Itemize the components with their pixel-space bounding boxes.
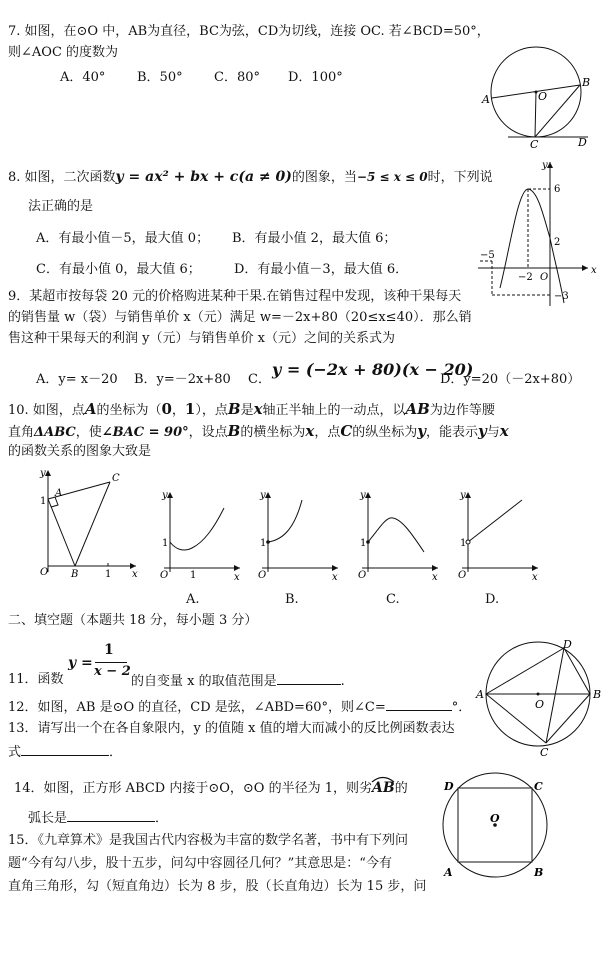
- q9-line3: 售这种干果每天的利润 y（元）与销售单价 x（元）之间的关系式为: [8, 331, 395, 346]
- q11-lhs: y =: [68, 655, 93, 671]
- q12-line: [8, 697, 471, 717]
- q11-text: [131, 671, 345, 691]
- q11-answer-blank[interactable]: [277, 671, 341, 685]
- q9-option-a: A．y= x－20: [36, 372, 118, 387]
- q7-label-b: B: [582, 76, 591, 89]
- q7-option-c: C．80°: [214, 70, 260, 85]
- q13-end: ．: [109, 745, 123, 760]
- q7-label-o: O: [538, 90, 548, 103]
- q10-comma: ，: [171, 403, 185, 418]
- q10-text-8: ，使: [75, 425, 102, 440]
- q10-line3: 的函数关系的图象大致是: [8, 444, 152, 459]
- q10-line2: [8, 422, 509, 442]
- q10-fig-y: y: [40, 468, 46, 479]
- q8-suffix: 时，下列说: [427, 170, 493, 185]
- q9-option-c-formula: y = (−2x + 80)(x − 20): [272, 360, 474, 379]
- q10-fig-b: B: [71, 569, 79, 580]
- q9-option-d: D．y=20（－2x+80）: [440, 372, 581, 387]
- q10-choice-a: A.: [186, 592, 200, 607]
- q8-line2: 法正确的是: [28, 199, 94, 214]
- q10-choice-b: B.: [285, 592, 299, 607]
- q8-origin-label: O: [540, 272, 549, 283]
- q10-c-y: y: [360, 490, 366, 501]
- q11-suffix: 的自变量 x 的取值范围是: [131, 674, 277, 689]
- q8-label-neg5: −5: [480, 250, 495, 261]
- q8-y-label: y: [542, 160, 548, 171]
- q12-label-a: A: [476, 688, 484, 701]
- q10-choice-d: D.: [485, 592, 500, 607]
- q12-answer-blank[interactable]: [386, 697, 452, 711]
- q10-a-one: 1: [162, 538, 169, 549]
- q10-text-1: 10. 如图，点: [8, 403, 85, 418]
- q14-label-a: A: [444, 866, 453, 879]
- q10-point-c: C: [340, 422, 353, 440]
- q10-c-x: x: [432, 572, 438, 583]
- q8-formula: y = ax² + bx + c(a ≠ 0): [115, 169, 292, 185]
- q10-text-2: 的坐标为（: [96, 403, 162, 418]
- q8-parabola-graph: [470, 158, 610, 308]
- q10-text-7: 直角: [8, 425, 35, 440]
- q10-point-a: A: [84, 400, 97, 418]
- q10-text-12: 的纵坐标为: [352, 425, 418, 440]
- q10-one: 1: [184, 400, 196, 418]
- q12-label-b: B: [593, 688, 602, 701]
- q8-x-label: x: [591, 265, 597, 276]
- q10-c-o: O: [358, 570, 367, 581]
- q12-end: °．: [451, 700, 472, 715]
- q10-d-one: 1: [460, 538, 467, 549]
- q10-text-3: ），点: [195, 403, 228, 418]
- q10-a-o: O: [160, 570, 169, 581]
- q14-label-o: O: [490, 812, 500, 825]
- q10-graph-d: [452, 490, 542, 583]
- q8-range: −5 ≤ x ≤ 0: [356, 170, 428, 184]
- q14-text-2: 弧长是: [28, 811, 68, 826]
- q8-label-neg2: −2: [518, 272, 533, 283]
- q14-text-b: 的: [394, 781, 408, 796]
- q14-arc-label: AB: [372, 780, 395, 796]
- q9-option-b: B．y=－2x+80: [134, 372, 231, 387]
- q14-end: ．: [155, 811, 169, 826]
- q11-denominator: x − 2: [94, 664, 131, 679]
- q10-fig-a: A: [55, 488, 63, 499]
- q7-option-a: A．40°: [60, 70, 106, 85]
- q12-label-c: C: [540, 746, 549, 759]
- q8-label-neg3: −3: [554, 291, 569, 302]
- q12-label-o: O: [535, 698, 545, 711]
- q7-label-d: D: [578, 136, 587, 149]
- q10-fig-origin: O: [40, 567, 49, 578]
- q8-option-d: D．有最小值－3，最大值 6．: [234, 262, 409, 277]
- q14-line1: [14, 779, 408, 798]
- q12-circle-figure: [474, 636, 608, 760]
- q10-text-4: 是: [240, 403, 254, 418]
- q10-fig-c: C: [112, 473, 120, 484]
- q11-end: .: [340, 674, 345, 689]
- q14-line2: [28, 808, 168, 828]
- q10-fig-one-x: 1: [105, 569, 112, 580]
- q10-point-b: B: [227, 400, 241, 418]
- q7-line1: 7. 如图，在⊙O 中，AB为直径，BC为弦，CD为切线，连接 OC. 若∠BCD=50°，: [8, 24, 490, 39]
- q10-var-x: x: [253, 400, 263, 418]
- q14-square-circle-figure: [440, 770, 552, 882]
- q10-a-x: x: [234, 572, 240, 583]
- q10-line1: [8, 400, 495, 420]
- q14-answer-blank[interactable]: [67, 808, 155, 822]
- q15-line3: 直角三角形，勾（短直角边）长为 8 步，股（长直角边）长为 15 步，问: [8, 879, 427, 894]
- q10-choice-c: C.: [386, 592, 400, 607]
- q10-var-y-2: y: [478, 422, 487, 440]
- q10-graph-c: [352, 490, 442, 583]
- q10-segment-ab: AB: [405, 400, 430, 418]
- q10-a-one-x: 1: [190, 570, 197, 581]
- q10-var-x-3: x: [499, 422, 509, 440]
- q10-b-one: 1: [260, 538, 267, 549]
- q10-text-14: 与: [486, 425, 500, 440]
- q14-arc-mark: [371, 775, 395, 783]
- q13-answer-blank[interactable]: [21, 742, 109, 756]
- q10-triangle-figure: [26, 466, 146, 578]
- q14-text: 14．如图，正方形 ABCD 内接于⊙O，⊙O 的半径为 1，则劣: [14, 781, 372, 796]
- q10-graph-b: [252, 490, 342, 583]
- q10-d-o: O: [458, 570, 467, 581]
- q10-b-y: y: [260, 490, 266, 501]
- q8-line1: [8, 168, 493, 187]
- q15-line2: 题“今有勾八步，股十五步，问勾中容圆径几何？”其意思是：“今有: [8, 856, 392, 871]
- q9-option-c: C．: [248, 372, 271, 387]
- q10-zero: 0: [161, 400, 172, 418]
- q13-text: 式: [8, 745, 22, 760]
- q10-text-13: ，能表示: [426, 425, 479, 440]
- q10-angle: ∠BAC = 90°: [101, 425, 189, 440]
- q10-text-10: 的横坐标为: [240, 425, 306, 440]
- q10-fig-one-y: 1: [40, 496, 47, 507]
- q10-d-y: y: [460, 490, 466, 501]
- q7-option-d: D．100°: [288, 70, 343, 85]
- q8-label-2: 2: [554, 237, 561, 248]
- q9-line1: 9．某超市按每袋 20 元的价格购进某种干果.在销售过程中发现，该种干果每天: [8, 289, 462, 304]
- q13-line2: [8, 742, 122, 762]
- q8-prefix: 8. 如图，二次函数: [8, 170, 116, 185]
- q7-label-a: A: [482, 93, 490, 106]
- q10-text-6: 为边作等腰: [429, 403, 495, 418]
- q15-line1: 15．《九章算术》是我国古代内容极为丰富的数学名著，书中有下列问: [8, 833, 409, 848]
- q10-b-x: x: [332, 572, 338, 583]
- q8-label-6: 6: [554, 184, 561, 195]
- q10-var-y: y: [417, 422, 427, 440]
- q10-fig-x: x: [132, 569, 138, 580]
- q7-circle-figure: [478, 36, 608, 151]
- q10-c-one: 1: [360, 538, 367, 549]
- q9-line2: 的销售量 w（袋）与销售单价 x（元）满足 w=－2x+80（20≤x≤40）．那么销: [8, 310, 472, 325]
- q12-label-d: D: [563, 638, 572, 651]
- q10-var-x-2: x: [305, 422, 315, 440]
- q13-line1: 13．请写出一个在各自象限内，y 的值随 x 值的增大而减小的反比例函数表达: [8, 721, 455, 736]
- q14-label-d: D: [444, 780, 454, 793]
- q10-text-5: 轴正半轴上的一动点，以: [262, 403, 406, 418]
- q10-graph-a: [154, 490, 244, 583]
- q14-label-b: B: [534, 866, 544, 879]
- q11-prefix: 11．函数: [8, 672, 64, 687]
- q10-point-b-2: B: [227, 422, 241, 440]
- q10-d-x: x: [532, 572, 538, 583]
- q7-line2: 则∠AOC 的度数为: [8, 45, 119, 60]
- q14-label-c: C: [534, 780, 543, 793]
- q8-option-a: A．有最小值－5，最大值 0；: [36, 231, 210, 246]
- q10-triangle: ΔABC: [34, 425, 76, 440]
- q10-b-o: O: [258, 570, 267, 581]
- q14-arc: [372, 779, 395, 798]
- q11-numerator: 1: [104, 642, 114, 658]
- q10-text-11: ，点: [314, 425, 341, 440]
- q8-option-b: B．有最小值 2，最大值 6；: [232, 231, 397, 246]
- q7-label-c: C: [530, 138, 539, 151]
- q10-a-y: y: [162, 490, 168, 501]
- q12-text: 12．如图，AB 是⊙O 的直径，CD 是弦，∠ABD=60°，则∠C=: [8, 700, 386, 715]
- q8-option-c: C．有最小值 0，最大值 6；: [36, 262, 201, 277]
- q8-middle: 的图象，当: [291, 170, 357, 185]
- section-2-heading: 二、填空题（本题共 18 分，每小题 3 分）: [8, 613, 258, 628]
- q10-text-9: ，设点: [188, 425, 228, 440]
- q7-option-b: B．50°: [137, 70, 183, 85]
